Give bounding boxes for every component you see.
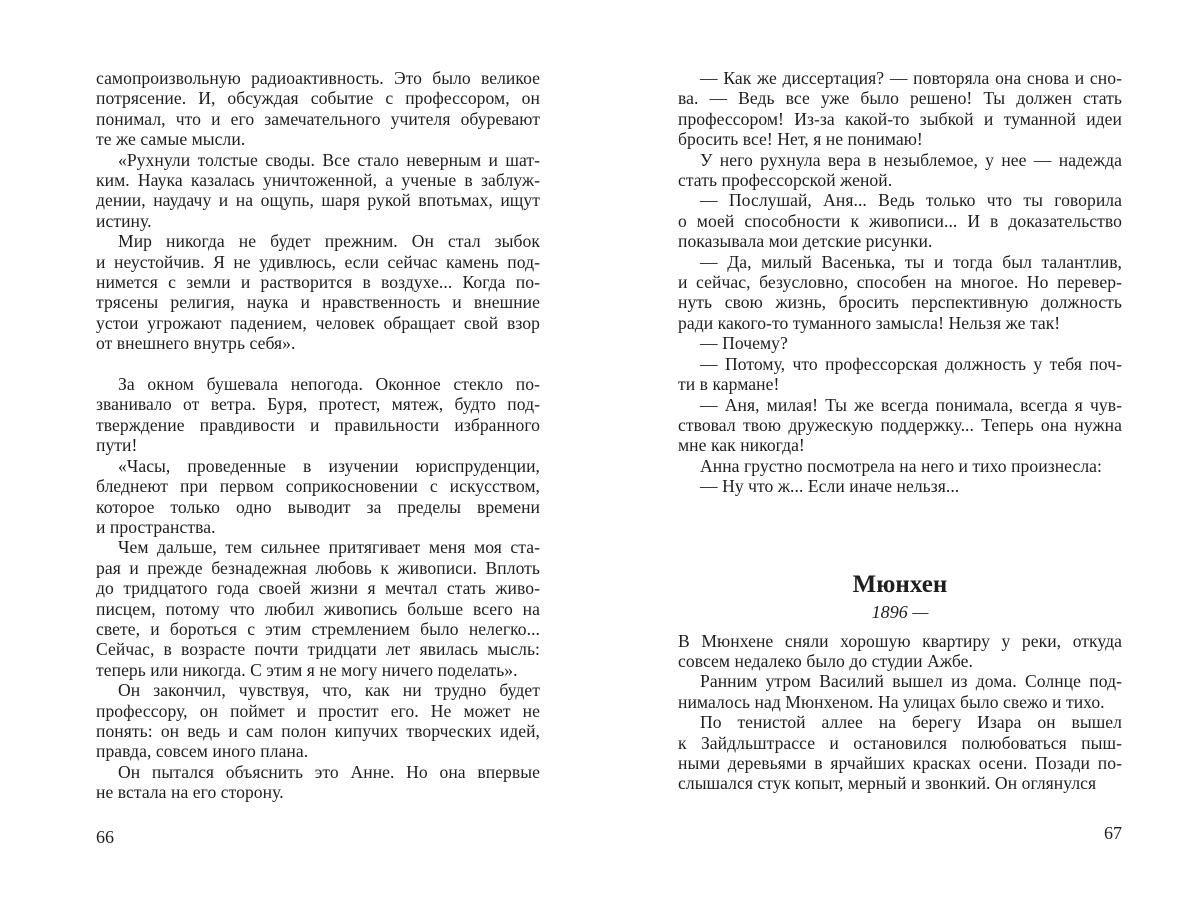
text-line: показывала мои детские рисунки.: [678, 231, 933, 252]
paragraph: [96, 150, 540, 232]
text-line: правда, совсем иного плана.: [96, 741, 309, 762]
text-line: понять: он ведь и сам полон кипучих творческих идей,: [96, 720, 540, 741]
text-line: писцем, потому что любил живопись больше всего на: [96, 598, 540, 619]
paragraph: [96, 68, 540, 150]
text-line: пути!: [96, 435, 138, 456]
page-number: 67: [1104, 823, 1122, 843]
paragraph: [678, 354, 1122, 395]
text-line: нимется с земли и растворится в воздухе... Когда по-: [96, 272, 540, 293]
text-line: стать профессорской женой.: [678, 170, 893, 191]
text-line: За окном бушевала непогода. Оконное стекло по-: [118, 374, 540, 395]
chapter-heading: [678, 570, 1122, 624]
text-line: Он пытался объяснить это Анне. Но она впервые: [118, 761, 540, 782]
text-line: — Почему?: [700, 333, 788, 354]
text-line: от внешнего внутрь себя».: [96, 333, 296, 354]
text-line: истину.: [96, 210, 152, 231]
text-line: свете, и бороться с этим стремлением было нелегко...: [96, 618, 540, 639]
paragraph: [678, 252, 1122, 334]
chapter-subtitle: 1896 —: [871, 601, 929, 622]
text-line: — Послушай, Аня... Ведь только что ты говорила: [700, 190, 1122, 211]
text-line: к Зайдльштрассе и остановился полюбоваться пыш-: [678, 732, 1122, 753]
paragraph: [678, 631, 1122, 672]
chapter-body-block: [678, 631, 1122, 794]
text-line: — Ну что ж... Если иначе нельзя...: [700, 476, 960, 497]
text-line: бросить все! Нет, я не понимаю!: [678, 129, 923, 150]
text-line: званивало от ветра. Буря, протест, мятеж, будто под-: [96, 394, 540, 415]
text-line: теперь или никогда. С этим я не могу ничего поделать».: [96, 659, 518, 680]
text-line: до тридцатого года своей жизни я мечтал стать живо-: [96, 578, 540, 599]
text-line: устои угрожают падением, человек обращает свой взор: [96, 312, 540, 333]
text-line: — Потому, что профессорская должность у тебя поч-: [700, 353, 1122, 374]
text-line: и пространства.: [96, 516, 216, 537]
paragraph: [678, 150, 1122, 191]
text-line: тверждение правдивости и правильности избранного: [96, 414, 540, 435]
left-page-text-column: [96, 68, 540, 803]
text-line: «Часы, проведенные в изучении юриспруденции,: [118, 455, 540, 476]
text-line: Чем дальше, тем сильнее притягивает меня моя ста-: [118, 537, 540, 558]
paragraph: [96, 680, 540, 762]
text-line: В Мюнхене сняли хорошую квартиру у реки, откуда: [678, 630, 1122, 651]
paragraph: [96, 537, 540, 680]
text-line: мне как никогда!: [678, 435, 805, 456]
text-line: У него рухнула вера в незыблемое, у нее — надежда: [700, 149, 1122, 170]
text-line: ными деревьями в ярчайших красках осени. Позади по-: [678, 752, 1122, 773]
text-line: слышался стук копыт, мерный и звонкий. Он оглянулся: [678, 773, 1097, 794]
book-page-right: [600, 0, 1200, 900]
text-line: и сейчас, безусловно, способен на многое. Но перевер-: [678, 272, 1122, 293]
text-line: совсем недалеко было до студии Ажбе.: [678, 650, 973, 671]
right-page-text-column: [678, 68, 1122, 794]
paragraph: [678, 476, 1122, 496]
text-line: профессором! Из-за какой-то зыбкой и туманной идеи: [678, 108, 1122, 129]
text-line: По тенистой аллее на берегу Изара он вышел: [700, 712, 1122, 733]
chapter-title: Мюнхен: [852, 570, 948, 598]
text-line: потрясение. И, обсуждая событие с профессором, он: [96, 88, 540, 109]
dialogue-block: [678, 68, 1122, 497]
text-line: Ранним утром Василий вышел из дома. Солнце под-: [700, 671, 1122, 692]
text-line: не встала на его сторону.: [96, 782, 284, 803]
text-line: о моей способности к живописи... И в доказательство: [678, 210, 1122, 231]
text-line: ствовал твою дружескую поддержку... Теперь она нужна: [678, 414, 1122, 435]
text-line: рая и прежде безнадежная любовь к живописи. Вплоть: [96, 557, 540, 578]
paragraph: [96, 231, 540, 353]
text-line: — Да, милый Васенька, ты и тогда был талантлив,: [700, 251, 1122, 272]
text-line: Сейчас, в возрасте почти тридцати лет явилась мысль:: [96, 639, 540, 660]
text-line: ти в кармане!: [678, 374, 780, 395]
paragraph: [678, 456, 1122, 476]
text-line: дении, наудачу и на ощупь, шаря рукой впотьмах, ищут: [96, 190, 540, 211]
text-line: самопроизвольную радиоактивность. Это было великое: [96, 68, 540, 88]
paragraph: [96, 374, 540, 456]
text-line: «Рухнули толстые своды. Все стало неверным и шат-: [118, 149, 540, 170]
paragraph: [678, 671, 1122, 712]
paragraph: [96, 762, 540, 803]
paragraph: [96, 456, 540, 538]
text-line: ради какого-то туманного замысла! Нельзя же так!: [678, 312, 1061, 333]
text-line: — Как же диссертация? — повторяла она снова и сно-: [700, 68, 1122, 88]
text-line: трясены религия, наука и нравственность и внешние: [96, 292, 540, 313]
text-line: бледнеют при первом соприкосновении с искусством,: [96, 476, 540, 497]
text-line: и неустойчив. Я не удивлюсь, если сейчас камень под-: [96, 251, 540, 272]
paragraph: [678, 333, 1122, 353]
text-line: те же самые мысли.: [96, 129, 246, 150]
text-line: нималось над Мюнхеном. На улицах было свежо и тихо.: [678, 691, 1105, 712]
text-line: которое только одно выводит за пределы времени: [96, 496, 540, 517]
text-line: Анна грустно посмотрела на него и тихо произнесла:: [700, 455, 1102, 476]
paragraph: [678, 712, 1122, 794]
text-line: нуть свою жизнь, бросить перспективную должность: [678, 292, 1122, 313]
text-line: ким. Наука казалась уничтоженной, а ученые в заблуж-: [96, 170, 540, 191]
paragraph: [678, 190, 1122, 251]
text-line: ва. — Ведь все уже было решено! Ты должен стать: [678, 88, 1122, 109]
text-line: профессору, он поймет и простит его. Не может не: [96, 700, 540, 721]
paragraph: [678, 395, 1122, 456]
page-number: 66: [96, 827, 114, 847]
text-line: Он закончил, чувствуя, что, как ни трудно будет: [118, 680, 540, 701]
text-line: понимал, что и его замечательного учителя обуревают: [96, 108, 540, 129]
text-line: Мир никогда не будет прежним. Он стал зыбок: [118, 231, 540, 252]
paragraph: [678, 68, 1122, 150]
text-line: — Аня, милая! Ты же всегда понимала, всегда я чув-: [700, 394, 1122, 415]
